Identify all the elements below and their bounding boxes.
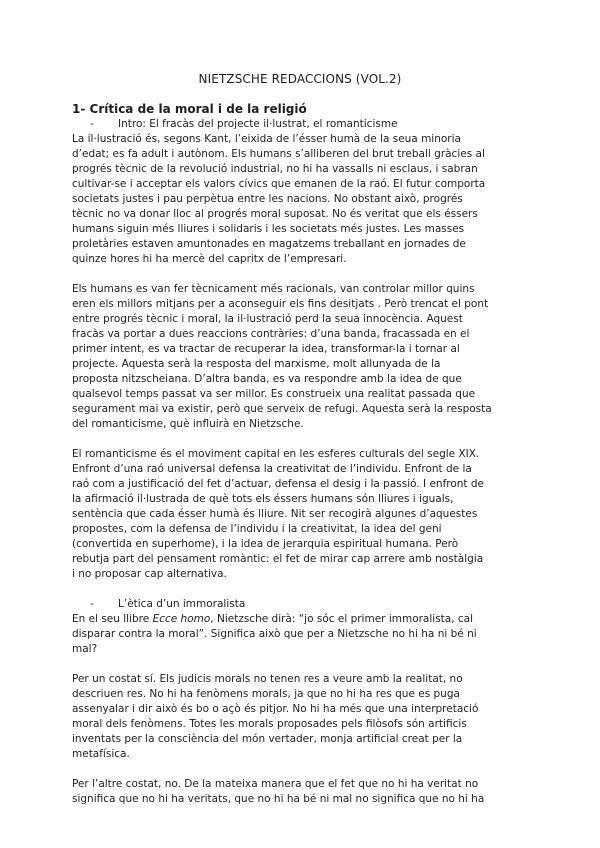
text-line: assenyalar i dir això és bo o açò és pitjor. No hi ha més que una interpretació [72, 703, 479, 715]
p4-post: , Nietzsche dirà: “jo sóc el primer immoralista, cal [210, 613, 474, 625]
text-line: Els humans es van fer tècnicament més racionals, van controlar millor quins [72, 283, 475, 295]
book-title: Ecce homo [152, 613, 211, 625]
text-line: disparar contra la moral”. Significa això que per a Nietzsche no hi ha ni bé ni [72, 628, 477, 640]
text-line: La il·lustració és, segons Kant, l’eixida de l’ésser humà de la seua minoria [72, 133, 461, 145]
text-line: humans siguin més lliures i solidaris i les societats més justes. Les masses [72, 223, 465, 235]
bullet-item-immoralista [72, 597, 532, 612]
text-line: tècnic no va donar lloc al progrés moral suposat. No és veritat que els éssers [72, 208, 478, 220]
text-line: primer intent, es va tractar de recuperar la idea, transformar-la i tornar al [72, 343, 460, 355]
text-line: rebutja part del pensament romàntic: el fet de mirar cap arrere amb nostàlgia [72, 553, 484, 565]
paragraph-5 [72, 672, 532, 762]
text-line: qualsevol temps passat va ser millor. Es construeix una realitat passada que [72, 388, 476, 400]
text-line: El romanticisme és el moviment capital en les esferes culturals del segle XIX. [72, 448, 480, 460]
paragraph-6 [72, 777, 532, 807]
text-line: inventats per la consciència del món vertader, monja artificial creat per la [72, 733, 463, 745]
p4-pre: En el seu llibre [72, 613, 153, 625]
text-line: Enfront d’una raó universal defensa la creativitat de l’individu. Enfront de la [72, 463, 472, 475]
document-body [72, 102, 532, 807]
text-line: mal? [72, 643, 98, 655]
bullet-text: Intro: El fracàs del projecte il·lustrat, el romanticisme [118, 118, 398, 130]
paragraph-1 [72, 132, 532, 267]
text-line: societats justes i pau perpètua entre les nacions. No obstant això, progrés [72, 193, 463, 205]
text-line: la afirmació il·lustrada de què tots els éssers humans són lliures i iguals, [72, 493, 454, 505]
document-title: NIETZSCHE REDACCIONS (VOL.2) [198, 72, 402, 86]
text-line: fracàs va portar a dues reaccions contràries: d’una banda, fracassada en el [72, 328, 470, 340]
text-line: Per un costat sí. Els judicis morals no tenen res a veure amb la realitat, no [72, 673, 463, 685]
paragraph-3 [72, 447, 532, 582]
text-line: proposta nitzscheiana. D’altra banda, es va respondre amb la idea de que [72, 373, 462, 385]
paragraph-4 [72, 612, 532, 657]
bullet-text: L’ètica d’un immoralista [118, 598, 246, 610]
text-line: moral dels fenòmens. Totes les morals proposades pels filòsofs són artificis [72, 718, 467, 730]
text-line: (convertida en superhome), i la idea de jerarquia espiritual humana. Però [72, 538, 459, 550]
text-line: del romanticisme, què influirà en Nietzsche. [72, 418, 304, 430]
section-heading: 1- Crítica de la moral i de la religió [72, 102, 307, 116]
text-line: progrés tècnic de la revolució industrial, no hi ha vassalls ni esclaus, i sabran [72, 163, 478, 175]
text-line: eren els millors mitjans per a aconseguir els fins desitjats . Però trencat el pont [72, 298, 489, 310]
bullet-dash: - [90, 598, 94, 610]
paragraph-2 [72, 282, 532, 432]
bullet-item-intro [72, 117, 532, 132]
text-line: proletàries estaven amuntonades en magatzems treballant en jornades de [72, 238, 466, 250]
text-line: segurament mai va existir, però que serveix de refugi. Aquesta serà la resposta [72, 403, 492, 415]
text-line: raó com a justificació del fet d’actuar, defensa el desig i la passió. I enfront de [72, 478, 485, 490]
text-line: entre progrés tècnic i moral, la il·lustració perd la seua innocència. Aquest [72, 313, 463, 325]
text-line: propostes, com la defensa de l’individu i la creativitat, la idea del geni [72, 523, 442, 535]
text-line: i no proposar cap alternativa. [72, 568, 227, 580]
text-line: cultivar-se i acceptar els valors cívics que emanen de la raó. El futur comporta [72, 178, 486, 190]
text-line: quinze hores hi ha mercè del capritx de l’empresari. [72, 253, 347, 265]
text-line: d’edat; es fa adult i autònom. Els humans s’alliberen del brut treball gràcies al [72, 148, 485, 160]
text-line: metafísica. [72, 748, 130, 760]
text-line: projecte. Aquesta serà la resposta del marxisme, molt allunyada de la [72, 358, 441, 370]
text-line: Per l’altre costat, no. De la mateixa manera que el fet que no hi ha veritat no [72, 778, 479, 790]
text-line: descriuen res. No hi ha fenòmens morals, ja que no hi ha res que es puga [72, 688, 460, 700]
text-line: sentència que cada ésser humà és lliure. Nit ser recogirà algunes d’aquestes [72, 508, 478, 520]
text-line: significa que no hi ha veritats, que no hi ha bé ni mal no significa que no hi ha [72, 793, 485, 805]
bullet-dash: - [90, 118, 94, 130]
